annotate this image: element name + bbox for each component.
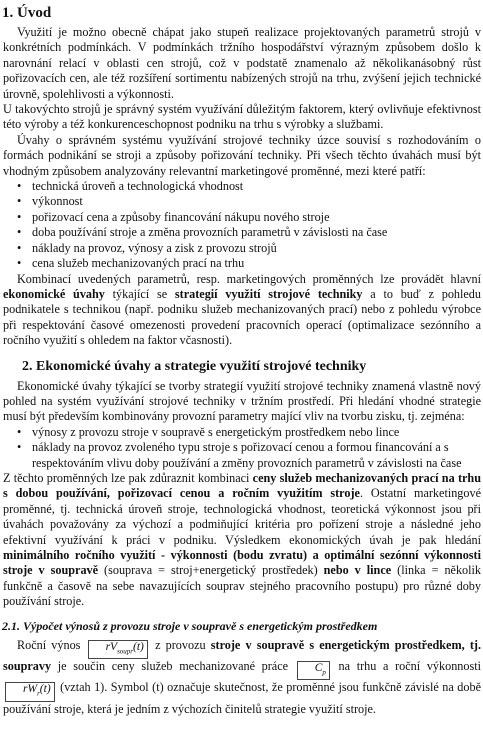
- bullet-icon: •: [17, 440, 22, 455]
- bullet-icon: •: [17, 225, 22, 240]
- bullet-icon: •: [17, 240, 22, 255]
- section-2-heading: 2. Ekonomické úvahy a strategie využití strojové techniky: [22, 358, 367, 374]
- bullet-icon: •: [17, 209, 22, 224]
- section-1-heading: 1. Úvod: [2, 5, 52, 21]
- section-1-paragraph-1: Využití je možno obecně chápat jako stupeň realizace projektovaných parametrů strojů v konkrétních podmínkách. V podmínkách tržního hospodářství výrazným způsobem došlo k narovnání relací v oblasti cen strojů, což v podstatě znamenalo až několikanásobný růst pořizovacích cen, ale též rozšíření sortimentu nabízených strojů na trhu, zvýšení jejich technické úrovně, spolehlivosti a výkonnosti.: [3, 25, 481, 101]
- section-2-paragraph-2: Z těchto proměnných lze pak zdůraznit kombinaci ceny služeb mechanizovaných prací na trhu s dobou používání, pořizovací cenou a ročním využitím stroje. Ostatní marketingové proměnné, tj. technická úroveň stroje, technologická vhodnost, teoretická výkonnost jsou při úvahách považovány za výchozí a podmiňující kritéria pro pořízení stroje a následné jeho efektivní využívání k práci v podniku. Výsledkem ekonomických úvah je pak hledání minimálního ročního využití - výkonnosti (bodu zvratu) a optimální sezónní výkonnosti stroje v soupravě (souprava = stroj+energetický prostředek) nebo v lince (linka = několik funkčně a časově na sebe navazujících souprav stejného pracovního postupu) pro různé doby používání stroje.: [3, 470, 482, 609]
- section-1-bullet-list: [0, 179, 483, 271]
- list-item: • výkonnost: [17, 194, 83, 209]
- formula-symbol-price: $C_p$: [297, 661, 330, 680]
- section-1-paragraph-3: Úvahy o správném systému využívání strojové techniky úzce souvisí s rozhodováním o formách podnikání se stroji a způsoby pořizování techniky. Při všech těchto úvahách musí být vhodným způsobem analyzovány relevantní marketingové proměnné, mezi které patří:: [3, 132, 481, 178]
- section-2-paragraph-1: Ekonomické úvahy týkající se tvorby strategií využití strojové techniky znamená vlastně nový pohled na systém využívání strojové techniky v tržním prostředí. Při hledání vhodné strategie musí být především kombinovány provozní parametry mající vliv na tvorbu zisku, tj. zejména:: [3, 378, 481, 424]
- bullet-icon: •: [17, 256, 22, 271]
- list-item: • cena služeb mechanizovaných prací na trhu: [17, 256, 245, 271]
- list-item: • náklady na provoz, výnosy a zisk z provozu strojů: [17, 240, 277, 255]
- section-2-bullet-list: [0, 425, 483, 471]
- bullet-icon: •: [17, 424, 22, 439]
- list-item: • pořizovací cena a způsoby financování nákupu nového stroje: [17, 209, 330, 224]
- list-item: • technická úroveň a technologická vhodnost: [17, 179, 244, 194]
- list-item: • náklady na provoz zvoleného typu stroje s pořizovací cenou a formou financování a s respektováním vlivu doby používání a změny provozních parametrů v závislosti na čase: [17, 440, 462, 470]
- list-item: • doba používání stroje a změna provozních parametrů v závislosti na čase: [17, 225, 388, 240]
- formula-symbol-annual-revenue: $rV_{soupr}(t)$: [88, 640, 148, 659]
- bullet-icon: •: [17, 194, 22, 209]
- section-1-paragraph-4: Kombinací uvedených parametrů, resp. marketingových proměnných lze provádět hlavní ekonomické úvahy týkající se strategií využití strojové techniky a to buď z pohledu podnikatele s technikou (např. podniku služeb mechanizovaných prací) nebo z pohledu výrobce při respektování časové omezenosti provedení pracovních operací (optimalizace sezónního a ročního využití s ohledem na faktor včasnosti).: [3, 271, 481, 348]
- section-2-1-paragraph: Roční výnos $rV_{soupr}(t)$ z provozu stroje v soupravě s energetickým prostředkem, tj. soupravy je součin ceny služeb mechanizované práce $C_p$ na trhu a roční výkonnosti $rW_r(t)$ (vztah 1). Symbol (t) označuje skutečnost, že proměnné jsou funkčně závislé na době používání stroje, která je jedním z výchozích činitelů strategie využití stroje.: [3, 637, 481, 716]
- section-1-paragraph-2: U takovýchto strojů je správný systém využívání důležitým faktorem, který ovlivňuje efektivnost této výroby a též konkurenceschopnost podniku na trhu s výrobky a službami.: [3, 102, 481, 132]
- list-item: • výnosy z provozu stroje v soupravě s energetickým prostředkem nebo lince: [17, 424, 400, 439]
- formula-symbol-annual-performance: $rW_r(t)$: [5, 682, 55, 701]
- section-2-1-heading: 2.1. Výpočet výnosů z provozu stroje v soupravě s energetickým prostředkem: [2, 618, 378, 633]
- bullet-icon: •: [17, 179, 22, 194]
